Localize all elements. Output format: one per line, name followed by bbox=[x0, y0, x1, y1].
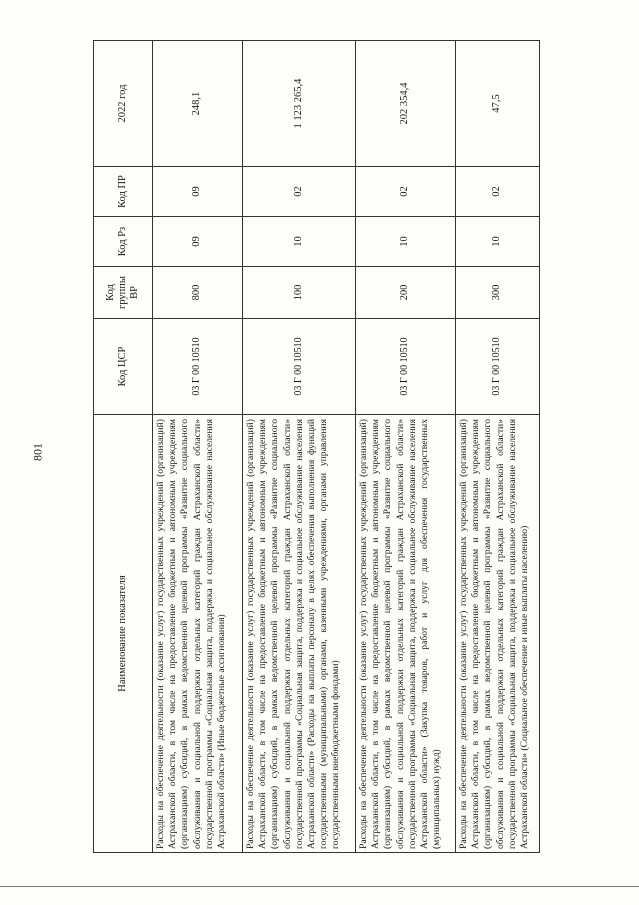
row-vr: 100 bbox=[243, 267, 356, 319]
rotated-table-container bbox=[93, 41, 539, 853]
page-number: 801 bbox=[30, 443, 45, 461]
table-row bbox=[243, 41, 356, 853]
header-year: 2022 год bbox=[94, 41, 153, 167]
row-pr: 02 bbox=[456, 167, 540, 217]
row-name: Расходы на обеспечение деятельности (оказание услуг) государственных учреждений (организаций) Астраханской области, в том числе на предоставление бюджетным и автономным учреждениям (организациям) субсидий, в рамках ведомственной целевой программы «Развитие социального обслуживания и социальной поддержки отдельных категорий граждан Астраханской области» государственной программы «Социальная защита, поддержка и социальное обслуживание населения Астраханской области» (Расходы на выплаты персоналу в целях обеспечения выполнения функций государственными (муниципальными) органами, казенными учреждениями, органами управления государственными внебюджетными фондами) bbox=[243, 415, 356, 853]
row-csr: 03 Г 00 10510 bbox=[153, 319, 243, 415]
header-pr: Код ПР bbox=[94, 167, 153, 217]
row-rz: 09 bbox=[153, 217, 243, 267]
header-csr: Код ЦСР bbox=[94, 319, 153, 415]
row-name: Расходы на обеспечение деятельности (оказание услуг) государственных учреждений (организаций) Астраханской области, в том числе на предоставление бюджетным и автономным учреждениям (организациям) субсидий, в рамках ведомственной целевой программы «Развитие социального обслуживания и социальной поддержки отдельных категорий граждан Астраханской области» государственной программы «Социальная защита, поддержка и социальное обслуживание населения Астраханской области» (Социальное обеспечение и иные выплаты населению) bbox=[456, 415, 540, 853]
row-csr: 03 Г 00 10510 bbox=[243, 319, 356, 415]
row-rz: 10 bbox=[356, 217, 456, 267]
header-vr: Код группы ВР bbox=[94, 267, 153, 319]
row-name: Расходы на обеспечение деятельности (оказание услуг) государственных учреждений (организаций) Астраханской области, в том числе на предоставление бюджетным и автономным учреждениям (организациям) субсидий, в рамках ведомственной целевой программы «Развитие социального обслуживания и социальной поддержки отдельных категорий граждан Астраханской области» государственной программы «Социальная защита, поддержка и социальное обслуживание населения Астраханской области» (Иные бюджетные ассигнования) bbox=[153, 415, 243, 853]
table-row bbox=[456, 41, 540, 853]
table-header-row bbox=[94, 41, 153, 853]
row-rz: 10 bbox=[243, 217, 356, 267]
row-pr: 02 bbox=[356, 167, 456, 217]
header-name: Наименование показателя bbox=[94, 415, 153, 853]
row-vr: 200 bbox=[356, 267, 456, 319]
row-csr: 03 Г 00 10510 bbox=[356, 319, 456, 415]
header-rz: Код Рз bbox=[94, 217, 153, 267]
row-pr: 09 bbox=[153, 167, 243, 217]
row-pr: 02 bbox=[243, 167, 356, 217]
row-name: Расходы на обеспечение деятельности (оказание услуг) государственных учреждений (организаций) Астраханской области, в том числе на предоставление бюджетным и автономным учреждениям (организациям) субсидий, в рамках ведомственной целевой программы «Развитие социального обслуживания и социальной поддержки отдельных категорий граждан Астраханской области» государственной программы «Социальная защита, поддержка и социальное обслуживание населения Астраханской области» (Закупка товаров, работ и услуг для обеспечения государственных (муниципальных) нужд) bbox=[356, 415, 456, 853]
row-value: 248,1 bbox=[153, 41, 243, 167]
budget-table bbox=[93, 40, 540, 853]
row-csr: 03 Г 00 10510 bbox=[456, 319, 540, 415]
row-vr: 800 bbox=[153, 267, 243, 319]
page-bottom-rule bbox=[0, 886, 639, 887]
row-value: 47,5 bbox=[456, 41, 540, 167]
row-rz: 10 bbox=[456, 217, 540, 267]
table-row bbox=[356, 41, 456, 853]
row-vr: 300 bbox=[456, 267, 540, 319]
row-value: 1 123 265,4 bbox=[243, 41, 356, 167]
row-value: 202 354,4 bbox=[356, 41, 456, 167]
table-row bbox=[153, 41, 243, 853]
